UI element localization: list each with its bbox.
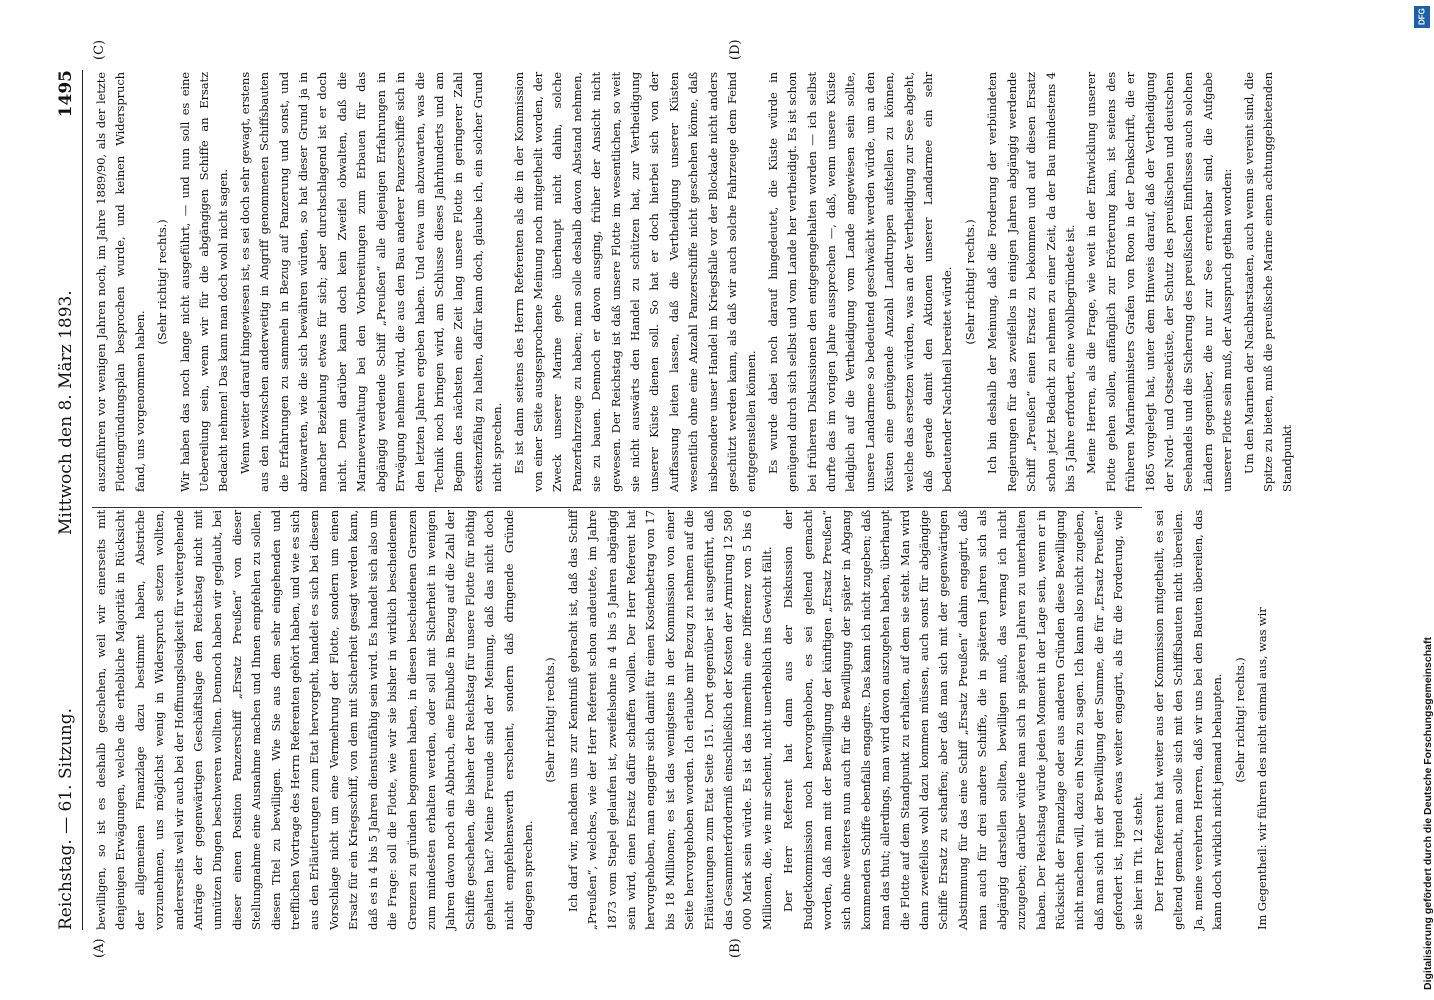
paragraph: Es ist dann seitens des Herrn Referenten als die in der Kommission von einer Seite ausgesprochene Meinung noch mitgetheilt worden, der Zweck unserer Marine gehe überhaupt nicht dahin, solche Panzerfahrzeuge zu haben; man solle deshalb davon Abstand nehmen, sie zu bauen. Dennoch er davon ausging, früher der Ansicht nicht gewesen. Der Reichstag ist daß unsere Flotte im wesentlichen, so weit sie nicht auswärts den Handel zu schützen hat, zur Vertheidigung unserer Küste dienen soll. So hat er doch hierbei sich von der Auffassung leiten lassen, daß die Vertheidigung unserer Küsten wesentlich ohne eine Anzahl Panzerschiffe nicht geschehen könne, daß insbesondere unser Handel im Kriegsfalle vor der Blockade nicht anders geschützt werden kann, als daß wir auch solche Fahrzeuge dem Feind entgegenstellen können. [511,72,759,492]
paragraph: Im Gegentheil: wir führen des nicht einmal aus, was wir [1254,607,1269,930]
interjection: (Sehr richtig! rechts.) [1232,657,1247,783]
margin-letter-b: (B) [728,938,743,958]
paragraph: Der Herr Referent hat dann aus der Diskussion der Budgetkommission noch hervorgehoben, es sei geltend gemacht worden, daß man mit der Bewilligung der künftigen „Ersatz Preußen“ sich ohne weiteres nun auch für die Bewilligung der später in Abgang kommenden Schiffe ebenfalls engagire. Das kann ich nicht zugeben; daß man das thut; allerdings, man wird davon auszugehen haben, überhaupt die Flotte auf dem Standpunkt zu erhalten, auf dem sie steht. Man wird dann zweifellos wohl dazu kommen müssen, auch sonst für abgängige Schiffe Ersatz zu schaffen; aber daß man sich mit der gegenwärtigen Abstimmung für das eine Schiff „Ersatz Preußen“ dahin engagirt, daß man auch für drei andere Schiffe, die in späteren Jahren sich als abgängig darstellen sollten, bewilligen muß, das vermag ich nicht zuzugeben; darüber würde man sich in späteren Jahren zu unterhalten haben. Der Reichstag würde jeden Moment in der Lage sein, wenn er in Rücksicht der Finanzlage oder aus anderen Gründen diese Bewilligung nicht machen will, dazu ein Nein zu sagen. Ich kann also nicht zugeben, daß man sich mit der Bewilligung der Summe, die für „Ersatz Preußen“ gefordert ist, irgend etwas weiter engagirt, als für die Forderung, wie sie hier im Tit. 12 steht. [781,510,1145,930]
paragraph: Ich bin deshalb der Meinung, daß die Forderung der verbündeten Regierungen für das zweifellos in einigen Jahren abgängig werdende Schiff „Preußen“ einen Ersatz zu bekommen und auf diesen Ersatz schon jetzt Bedacht zu nehmen zu einer Zeit, da der Bau mindestens 4 bis 5 Jahre erfordert, eine wohlbegründete ist. [985,72,1077,492]
interjection: (Sehr richtig! rechts.) [155,219,170,345]
paragraph: Meine Herren, als die Frage, wie weit in der Entwicklung unserer Flotte gehen sollen, anfänglich zur Erörterung kam, ist seitens des früheren Marineministers Grafen von Roon in der Denkschrift, die er 1865 vorgelegt hat, unter dem Hinweis darauf, daß der Vertheidigung der Nord- und Ostseeküste, der Schutz des preußischen und deutschen Seehandels und die Sicherung des preußischen Einflusses auch solchen Ländern gegenüber, die nur zur See erreichbar sind, die Aufgabe unserer Flotte sein muß, der Ausspruch gethan worden: [1084,72,1235,492]
margin-letter-a: (A) [92,938,107,958]
paragraph: Es wurde dabei noch darauf hingedeutet, die Küste würde in genügend durch sich selbst und vom Lande her vertheidigt. Es ist schon bei früheren Diskussionen den entgegengehalten worden — ich selbst durfte das im vorigen Jahre aussprechen —, daß, wenn unsere Küste lediglich auf die Vertheidigung vom Lande angewiesen sein sollte, unsere Landarmee so bedeutend geschwächt werden würde, um an den Küsten eine genügende Anzahl Landtruppen aufstellen zu können, welche das ersetzen würden, was an der Vertheidigung zur See abgeht, daß gerade damit den Aktionen unserer Landarmee ein sehr bedeutender Nachtheil bereitet würde. [765,72,955,492]
paragraph: bewilligen, so ist es deshalb geschehen, weil wir einerseits mit denjenigen Erwägungen, welche die erhebliche Majorität in Rücksicht der allgemeinen Finanzlage dazu bestimmt haben, Abstriche vorzunehmen, uns möglichst wenig in Widerspruch setzen wollten, andererseits weil wir auch bei der Hoffnungslosigkeit für weitergehende Anträge der gegenwärtigen Geschäftslage den Reichstag nicht mit unnützen Dingen beschweren wollten. Dennoch haben wir geglaubt, bei dieser einen Position Panzerschiff „Ersatz Preußen“ von dieser Stellungnahme eine Ausnahme machen und Ihnen empfehlen zu sollen, diesen Titel zu bewilligen. Wie Sie aus dem sehr eingehenden und trefflichen Vortrage des Herrn Referenten gehört haben, und wie es sich aus den Erläuterungen zum Etat hervorgeht, handelt es sich bei diesem Vorschlage nicht um eine Vermehrung der Flotte, sondern um einen Ersatz für ein Kriegsschiff, von dem mit Sicherheit gesagt werden kann, daß es in 4 bis 5 Jahren dienstunfähig sein wird. Es handelt sich also um die Frage: soll die Flotte, wie wir sie bisher in wirklich bescheidenem Grenzen zu gründen begonnen haben, in diesen bescheidenen Grenzen zum mindesten erhalten werden, oder soll mit Sicherheit in wenigen Jahren davon noch ein Abbruch, eine Einbuße in Bezug auf die Zahl der Schiffe geschehen, die bisher der Reichstag für unsere Flotte für nöthig gehalten hat? Meine Freunde sind der Meinung, daß das nicht doch nicht empfehlenswerth erscheint, sondern daß dringende Gründe dagegen sprechen. [94,510,535,930]
interjection: (Sehr richtig! rechts.) [543,657,558,783]
left-column [92,510,1269,930]
digitization-credit [1412,0,1432,1000]
right-column [92,72,1295,492]
paragraph: Wir haben das noch lange nicht ausgeführt, — und nun soll es eine Uebereilung sein, wenn wir für die abgängigen Schiffe an Ersatz Bedacht nehmen! Das kann man doch wohl nicht sagen. [177,72,231,492]
column-divider [92,507,1142,508]
paragraph: auszuführen vor wenigen Jahren noch, im Jahre 1889/90, als der letzte Flottengründungsplan besprochen wurde, und keinen Widerspruch fand, uns vorgenommen haben. [94,72,147,492]
paragraph: Ich darf wir, nachdem uns zur Kenntniß gebracht ist, daß das Schiff „Preußen“, welches, wie der Herr Referent schon andeutete, im Jahre 1873 vom Stapel gelaufen ist, zweifelsohne in 4 bis 5 Jahren abgängig sein wird, einen Ersatz dafür schaffen wollen. Der Herr Referent hat hervorgehoben, man engagire sich damit für einen Kostenbetrag von 17 bis 18 Millionen; es ist das wenigstens in der Kommission von einer Seite hervorgehoben worden. Ich erlaube mir Bezug zu nehmen auf die Erläuterungen zum Etat Seite 151. Dort gegenüber ist ausgeführt, daß das Gesammterforderniß einschließlich der Kosten der Armirung 12 580 000 Mark sein würde. Es ist das immerhin eine Differenz von 5 bis 6 Millionen, die, wie mir scheint, nicht unerheblich ins Gewicht fällt. [565,510,774,930]
credit-text: Digitalisierung gefördert durch die Deutsche Forschungsgemeinschaft [1422,637,1434,990]
margin-letter-d: (D) [728,39,743,60]
paragraph: Um den Marinen der Nachbarstaaten, auch wenn sie vereint sind, die Spitze zu bieten, muß die preußische Marine einen achtunggebietenden Standpunkt [1241,72,1295,492]
interjection: (Sehr richtig! rechts.) [962,219,977,345]
margin-letter-c: (C) [92,39,107,60]
header-left: Reichstag. — 61. Sitzung. [56,707,76,930]
paragraph: Der Herr Referent hat weiter aus der Kommission mitgetheilt, es sei geltend gemacht, man solle sich mit den Schiffsbauten nicht übereilen. Ja, meine verehrten Herren, daß wir uns bei den Bauten übereilen, das kann doch wirklich nicht jemand behaupten. [1151,510,1225,930]
page-header [48,70,83,930]
page-number: 1495 [56,70,76,118]
dfg-logo: DFG [1414,6,1430,28]
header-date: Mittwoch den 8. März 1893. [56,290,76,535]
paragraph: Wenn weiter darauf hingewiesen ist, es sei doch sehr gewagt, erstens aus den inzwischen anderweitig in Angriff genommenen Schiffsbauten die Erfahrungen zu sammeln in Bezug auf Panzerung und sonst, und abzuwarten, wie die sich bewähren würden, so hat dieser Grund ja in mancher Beziehung etwas für sich; aber durchschlagend ist er doch nicht. Denn darüber kann doch kein Zweifel obwalten, daß die Marineverwaltung bei den Vorbereitungen zum Erbauen für das abgängig werdende Schiff „Preußen“ alle diejenigen Erfahrungen in Erwägung nehmen wird, die aus den Bau anderer Panzerschiffe sich in den letzten Jahren ergeben haben. Und etwa um abzuwarten, was die Technik noch bringen wird, am Schlusse dieses Jahrhunderts und am Beginn des nächsten eine Zeit lang unsere Flotte in geringerer Zahl existenzfähig zu halten, dafür kann doch, glaube ich, ein solcher Grund nicht sprechen. [237,72,505,492]
